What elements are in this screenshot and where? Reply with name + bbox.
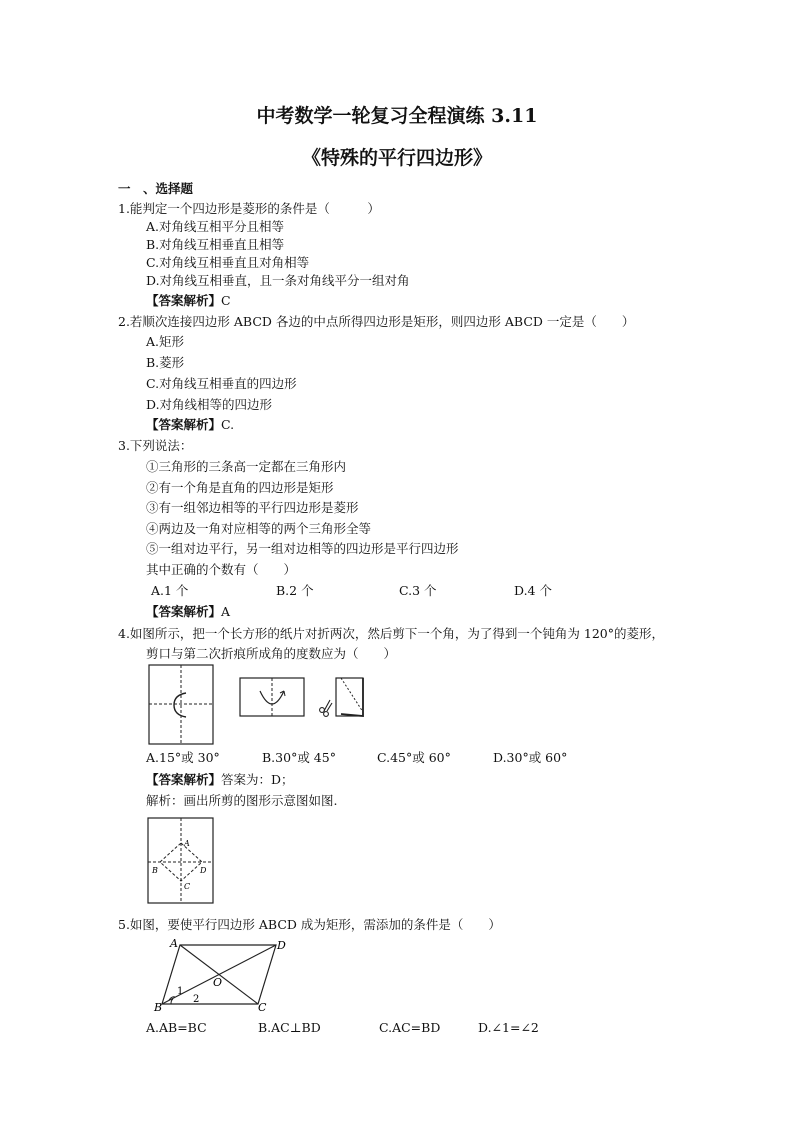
option-a: A.矩形	[146, 334, 185, 349]
label-a: A	[184, 839, 190, 848]
option-b: B.30°或 45°	[262, 750, 336, 765]
option-d: D.对角线相等的四边形	[146, 397, 273, 412]
answer	[146, 293, 231, 309]
question-stem: 3.下列说法：	[118, 438, 193, 453]
answer-label: 【答案解析】	[146, 772, 222, 787]
option-c: C.AC=BD	[379, 1020, 441, 1035]
statement-4: ④两边及一角对应相等的两个三角形全等	[146, 521, 372, 536]
answer-value: C	[221, 293, 231, 308]
option-c: C.45°或 60°	[377, 750, 451, 765]
analysis-text: 解析：画出所剪的图形示意图如图.	[146, 793, 338, 808]
answer-label: 【答案解析】	[146, 417, 222, 432]
option-b: B.对角线互相垂直且相等	[146, 237, 285, 252]
page-title: 中考数学一轮复习全程演练 3.11	[256, 105, 538, 127]
label-b: B	[152, 866, 158, 875]
label-a: A	[170, 937, 178, 950]
section-heading: 一 、选择题	[118, 181, 194, 196]
option-c: C.3 个	[399, 583, 437, 598]
page-subtitle: 《特殊的平行四边形》	[301, 147, 492, 169]
rhombus-figure	[147, 817, 215, 905]
answer-label: 【答案解析】	[146, 604, 222, 619]
option-d: D.对角线互相垂直，且一条对角线平分一组对角	[146, 273, 410, 288]
count-question: 其中正确的个数有（ ）	[146, 562, 297, 577]
statement-1: ①三角形的三条高一定都在三角形内	[146, 459, 347, 474]
option-b: B.菱形	[146, 355, 185, 370]
statement-5: ⑤一组对边平行，另一组对边相等的四边形是平行四边形	[146, 541, 459, 556]
label-b: B	[154, 1001, 163, 1014]
answer-value: C.	[221, 417, 235, 432]
label-c: C	[184, 882, 191, 891]
label-c: C	[258, 1001, 267, 1014]
parallelogram-figure	[150, 937, 290, 1013]
option-b: B.2 个	[276, 583, 314, 598]
label-d: D	[277, 939, 286, 952]
option-c: C.对角线互相垂直且对角相等	[146, 255, 310, 270]
statement-2: ②有一个角是直角的四边形是矩形	[146, 480, 334, 495]
option-d: D.∠1=∠2	[478, 1020, 539, 1035]
scissors-icon	[320, 700, 332, 716]
answer	[146, 604, 230, 620]
option-a: A.对角线互相平分且相等	[146, 219, 285, 234]
answer-value: 答案为：D；	[221, 772, 294, 787]
question-stem-line-1: 4.如图所示，把一个长方形的纸片对折两次，然后剪下一个角，为了得到一个钝角为 120°的菱形，	[118, 626, 665, 641]
option-a: A.15°或 30°	[146, 750, 220, 765]
question-stem: 5.如图，要使平行四边形 ABCD 成为矩形，需添加的条件是（ ）	[118, 917, 501, 932]
answer-value: A	[221, 604, 231, 619]
answer	[146, 417, 234, 433]
angle-1-label: 1	[177, 986, 184, 997]
option-a: A.1 个	[151, 583, 189, 598]
question-stem: 2.若顺次连接四边形 ABCD 各边的中点所得四边形是矩形，则四边形 ABCD 一定是（ ）	[118, 314, 635, 329]
option-d: D.4 个	[514, 583, 552, 598]
option-b: B.AC⊥BD	[258, 1020, 321, 1035]
statement-3: ③有一组邻边相等的平行四边形是菱形	[146, 500, 359, 515]
option-d: D.30°或 60°	[493, 750, 568, 765]
option-c: C.对角线互相垂直的四边形	[146, 376, 297, 391]
label-o: O	[213, 976, 223, 989]
answer-label: 【答案解析】	[146, 293, 222, 308]
angle-2-label: 2	[193, 994, 200, 1005]
question-stem-line-2: 剪口与第二次折痕所成角的度数应为（ ）	[146, 646, 397, 661]
answer	[146, 772, 294, 788]
question-stem: 1.能判定一个四边形是菱形的条件是（ ）	[118, 201, 380, 216]
label-d: D	[200, 866, 207, 875]
option-a: A.AB=BC	[146, 1020, 207, 1035]
folding-figure	[140, 662, 380, 748]
